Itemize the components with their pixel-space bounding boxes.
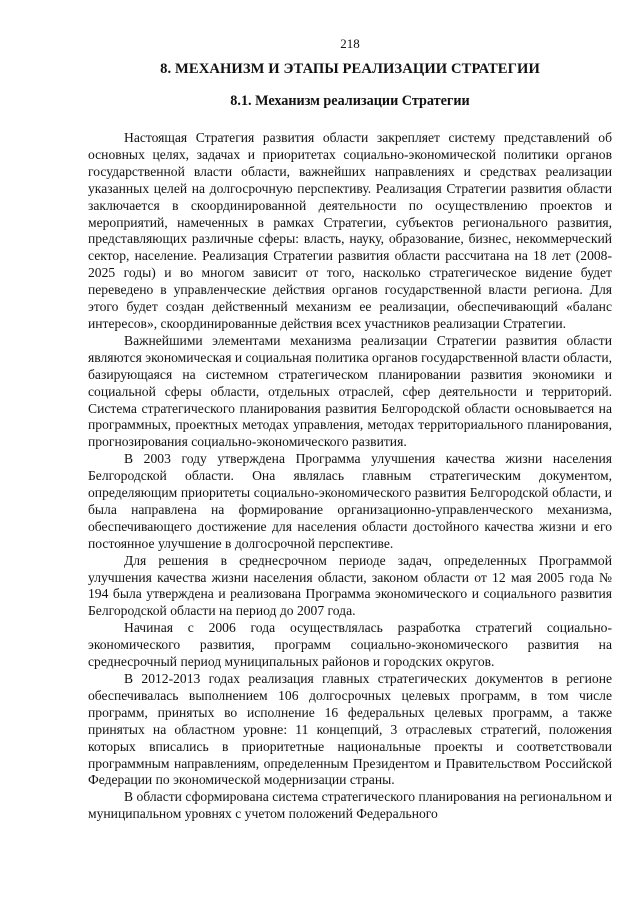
paragraph-2012-2013-programs: В 2012-2013 годах реализация главных стратегических документов в регионе обеспечивалась выполнением 106 долгосрочных целевых программ, в том числе программ, принятых во исполнение 16 федеральных целевых программ, а также принятых на областном уровне: 11 концепций, 3 отраслевых стратегий, положения которых вписались в приоритетные национальные проекты и соответствовали программным направлениям, определенным Президентом и Правительством Российской Федерации по экономической модернизации страны.	[88, 671, 612, 788]
chapter-title: 8. МЕХАНИЗМ И ЭТАПЫ РЕАЛИЗАЦИИ СТРАТЕГИИ	[160, 61, 540, 77]
paragraph-2006-strategies: Начиная с 2006 года осуществлялась разработка стратегий социально-экономического развития, программ социально-экономического развития на среднесрочный период муниципальных районов и городских округов.	[88, 620, 612, 670]
paragraph-2005-law: Для решения в среднесрочном периоде задач, определенных Программой улучшения качества жизни населения области, законом области от 12 мая 2005 года № 194 была утверждена и реализована Программа экономического и социального развития Белгородской области на период до 2007 года.	[88, 552, 612, 619]
section-title: 8.1. Механизм реализации Стратегии	[230, 93, 470, 109]
body-text	[88, 130, 612, 823]
document-page	[88, 36, 612, 823]
paragraph-strategy-overview: Настоящая Стратегия развития области закрепляет систему представлений об основных целях, задачах и приоритетах социально-экономической политики органов государственной власти области, важнейших направлениях и средствах реализации указанных целей на долгосрочную перспективу. Реализация Стратегии развития области заключается в скоординированной деятельности по осуществлению проектов и мероприятий, намеченных в рамках Стратегии, субъектов регионального развития, представляющих различные сферы: власть, науку, образование, бизнес, некоммерческий сектор, население. Реализация Стратегии развития области рассчитана на 18 лет (2008-2025 годы) и во многом зависит от того, насколько стратегическое видение будет переведено в управленческие действия органов государственной власти региона. Для этого будет создан действенный механизм ее реализации, обеспечивающий «баланс интересов», скоординированные действия всех участников реализации Стратегии.	[88, 130, 612, 331]
paragraph-mechanism-elements: Важнейшими элементами механизма реализации Стратегии развития области являются экономическая и социальная политика органов государственной власти области, базирующаяся на системном стратегическом планировании развития экономики и социальной сферы области, отдельных отраслей, сфер деятельности и территорий. Система стратегического планирования развития Белгородской области основывается на программных, проектных методах управления, методах территориального планирования, прогнозирования социально-экономического развития.	[88, 332, 612, 450]
paragraph-planning-system: В области сформирована система стратегического планирования на региональном и муниципальном уровнях с учетом положений Федерального	[88, 789, 612, 822]
page-number: 218	[340, 36, 360, 51]
paragraph-2003-program: В 2003 году утверждена Программа улучшения качества жизни населения Белгородской области. Она являлась главным стратегическим документом, определяющим приоритеты социально-экономического развития Белгородской области, и была направлена на формирование организационно-управленческого механизма, обеспечивающего достижение для населения области достойного качества жизни и его постоянное улучшение в долгосрочной перспективе.	[88, 451, 612, 551]
